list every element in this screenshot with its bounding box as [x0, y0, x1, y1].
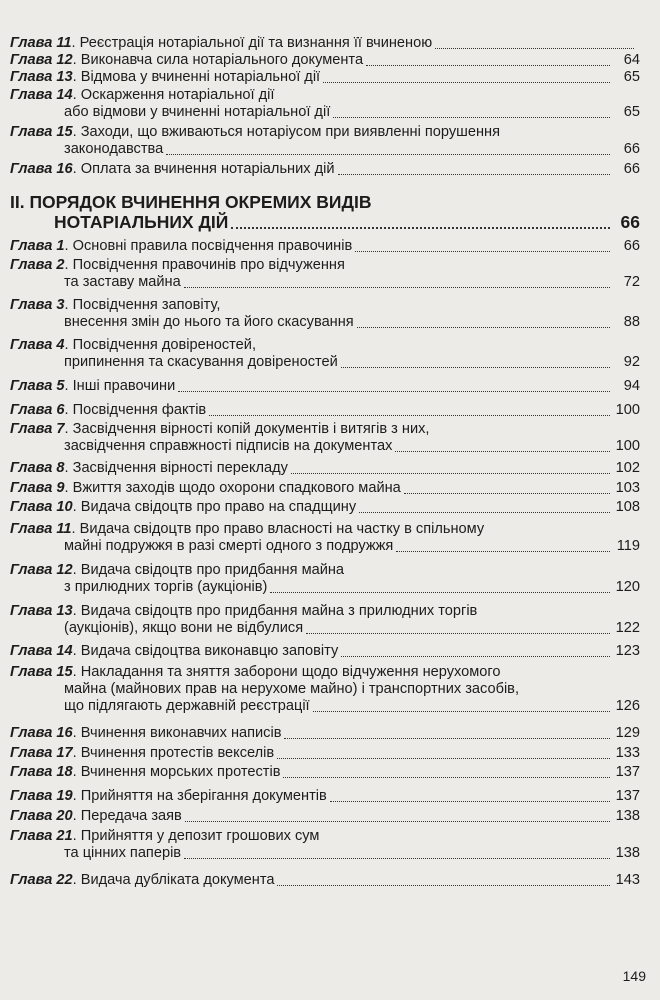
toc-entry-line — [10, 845, 640, 862]
dot-leader — [313, 711, 610, 712]
dot-leader — [355, 251, 610, 252]
page-ref: 126 — [615, 698, 640, 714]
toc-entry-line — [10, 52, 640, 69]
page-ref: 119 — [616, 538, 640, 554]
dot-leader — [338, 174, 611, 175]
page-ref: 137 — [615, 764, 640, 780]
page-ref: 88 — [623, 314, 640, 330]
chapter-label: Глава 13 — [10, 603, 73, 619]
chapter-label: Глава 22 — [10, 872, 73, 888]
toc-entry-line — [10, 87, 640, 104]
dot-leader — [395, 451, 610, 452]
dot-leader — [306, 633, 610, 634]
toc-entry — [10, 745, 640, 762]
toc-entry — [10, 664, 640, 715]
toc-entry — [10, 460, 640, 477]
toc-entry — [10, 69, 640, 86]
chapter-label: Глава 7 — [10, 421, 65, 437]
chapter-title-text: . Відмова у вчиненні нотаріальної дії — [72, 69, 321, 85]
page-ref: 66 — [623, 141, 640, 157]
toc-entry-line — [10, 620, 640, 637]
toc-entry-line — [10, 579, 640, 596]
chapter-title-text: . Вжиття заходів щодо охорони спадкового майна — [64, 480, 401, 496]
page-ref: 92 — [623, 354, 640, 370]
chapter-label: Глава 5 — [10, 378, 65, 394]
chapter-title-text: . Посвідчення фактів — [64, 402, 207, 418]
page-ref: 94 — [623, 378, 640, 394]
toc-entry-line — [10, 562, 640, 579]
chapter-label: Глава 10 — [10, 499, 73, 515]
chapter-label: Глава 8 — [10, 460, 65, 476]
toc-entry — [10, 297, 640, 331]
toc-entry — [10, 808, 640, 825]
chapter-label: Глава 3 — [10, 297, 65, 313]
toc-entry — [10, 124, 640, 158]
dot-leader — [291, 473, 610, 474]
section-heading — [10, 192, 640, 232]
dot-leader — [209, 415, 610, 416]
chapter-label: Глава 4 — [10, 337, 65, 353]
dot-leader — [359, 512, 610, 513]
toc-entry-line — [10, 521, 640, 538]
toc-entry — [10, 603, 640, 637]
toc-entry — [10, 725, 640, 742]
dot-leader — [323, 82, 610, 83]
toc-entry-line — [10, 745, 640, 762]
chapter-label: Глава 14 — [10, 643, 73, 659]
toc-entry — [10, 562, 640, 596]
dot-leader — [283, 777, 610, 778]
chapter-label: Глава 11 — [10, 521, 72, 537]
toc-entry-line — [10, 764, 640, 781]
dot-leader — [184, 858, 610, 859]
chapter-label: Глава 20 — [10, 808, 73, 824]
chapter-title-text: . Засвідчення вірності перекладу — [64, 460, 288, 476]
toc-entry-line — [10, 725, 640, 742]
toc-entry-line — [10, 872, 640, 889]
chapter-title-text: внесення змін до нього та його скасування — [64, 314, 354, 330]
page-ref: 102 — [615, 460, 640, 476]
dot-leader — [366, 65, 610, 66]
toc-entry-line — [10, 664, 640, 681]
chapter-title-text: або відмови у вчиненні нотаріальної дії — [64, 104, 331, 120]
toc-entry-line — [10, 402, 640, 419]
chapter-label: Глава 12 — [10, 52, 73, 68]
toc-entry — [10, 238, 640, 255]
chapter-title-text: майна (майнових прав на нерухоме майно) і транспортних засобів, — [64, 681, 519, 697]
chapter-title-text: припинення та скасування довіреностей — [64, 354, 338, 370]
toc-entry-line — [10, 643, 640, 660]
chapter-title-text: . Видача свідоцтв про придбання майна з прилюдних торгів — [72, 603, 478, 619]
page-ref: 66 — [623, 238, 640, 254]
toc-entry-line — [10, 421, 640, 438]
page-ref: 100 — [615, 402, 640, 418]
dot-leader — [341, 367, 610, 368]
chapter-label: Глава 17 — [10, 745, 73, 761]
chapter-title-text: (аукціонів), якщо вони не відбулися — [64, 620, 304, 636]
page-ref: 138 — [615, 845, 640, 861]
toc-entry — [10, 643, 640, 660]
toc-entry-line — [10, 460, 640, 477]
chapter-title-text: майні подружжя в разі смерті одного з подружжя — [64, 538, 394, 554]
page-ref: 66 — [623, 161, 640, 177]
chapter-title-text: законодавства — [64, 141, 164, 157]
chapter-label: Глава 6 — [10, 402, 65, 418]
toc-entry-line — [10, 480, 640, 497]
chapter-title-text: . Посвідчення заповіту, — [64, 297, 221, 313]
toc-entry — [10, 521, 640, 555]
toc-entry-line — [10, 314, 640, 331]
chapter-title-text: . Накладання та зняття заборони щодо відчуження нерухомого — [72, 664, 501, 680]
dot-leader — [184, 287, 610, 288]
toc-entry-line — [10, 378, 640, 395]
chapter-label: Глава 19 — [10, 788, 73, 804]
page-ref: 138 — [615, 808, 640, 824]
toc-entry-line — [10, 681, 640, 698]
toc-entry — [10, 87, 640, 121]
chapter-title-text: з прилюдних торгів (аукціонів) — [64, 579, 268, 595]
page-ref: 120 — [615, 579, 640, 595]
toc-entry-line — [10, 828, 640, 845]
dot-leader — [341, 656, 610, 657]
toc-entry — [10, 499, 640, 516]
chapter-label: Глава 1 — [10, 238, 65, 254]
toc-entry-line — [10, 238, 640, 255]
dot-leader — [185, 821, 610, 822]
toc-entry-line — [10, 141, 640, 158]
section-title-line-2 — [10, 212, 640, 232]
chapter-label: Глава 18 — [10, 764, 73, 780]
page-ref: 123 — [615, 643, 640, 659]
chapter-title-text: . Видача свідоцтва виконавцю заповіту — [72, 643, 339, 659]
section-title-line-1: II. ПОРЯДОК ВЧИНЕННЯ ОКРЕМИХ ВИДІВ — [10, 192, 372, 212]
chapter-title-text: . Засвідчення вірності копій документів і витягів з них, — [64, 421, 430, 437]
page-number: 149 — [622, 968, 646, 984]
chapter-title-text: . Реєстрація нотаріальної дії та визнання її вчиненою — [71, 35, 433, 51]
toc-entry-line — [10, 788, 640, 805]
toc-entry — [10, 35, 640, 52]
toc-entry — [10, 257, 640, 291]
chapter-title-text: та цінних паперів — [64, 845, 182, 861]
toc-entry-line — [10, 337, 640, 354]
chapter-label: Глава 16 — [10, 161, 73, 177]
toc-entry — [10, 402, 640, 419]
toc-entry — [10, 378, 640, 395]
page-ref: 64 — [623, 52, 640, 68]
chapter-title-text: . Прийняття на зберігання документів — [72, 788, 327, 804]
chapter-label: Глава 9 — [10, 480, 65, 496]
toc-entry-line — [10, 104, 640, 121]
toc-entry-line — [10, 297, 640, 314]
page-ref: 137 — [615, 788, 640, 804]
chapter-title-text: . Посвідчення довіреностей, — [64, 337, 257, 353]
toc-entry-line — [10, 35, 640, 52]
toc-entry-line — [10, 603, 640, 620]
chapter-title-text: та заставу майна — [64, 274, 181, 290]
page-ref: 129 — [615, 725, 640, 741]
chapter-label: Глава 13 — [10, 69, 73, 85]
page-ref: 103 — [615, 480, 640, 496]
chapter-title-text: . Інші правочини — [64, 378, 176, 394]
chapter-label: Глава 21 — [10, 828, 73, 844]
chapter-label: Глава 11 — [10, 35, 72, 51]
toc-entry — [10, 788, 640, 805]
toc-entry — [10, 828, 640, 862]
toc-entry-line — [10, 499, 640, 516]
chapter-title-text: . Вчинення морських протестів — [72, 764, 281, 780]
chapter-label: Глава 14 — [10, 87, 73, 103]
page-ref: 133 — [615, 745, 640, 761]
chapter-title-text: . Видача свідоцтв про право на спадщину — [72, 499, 357, 515]
chapter-title-text: . Передача заяв — [72, 808, 182, 824]
toc-entry-line — [10, 438, 640, 455]
chapter-label: Глава 12 — [10, 562, 73, 578]
dot-leader — [404, 493, 610, 494]
toc-entry — [10, 480, 640, 497]
dot-leader — [284, 738, 610, 739]
chapter-title-text: . Виконавча сила нотаріального документа — [72, 52, 364, 68]
toc-entry-line — [10, 274, 640, 291]
page-ref: 108 — [615, 499, 640, 515]
chapter-title-text: . Оплата за вчинення нотаріальних дій — [72, 161, 335, 177]
page-ref: 72 — [623, 274, 640, 290]
chapter-title-text: засвідчення справжності підписів на документах — [64, 438, 393, 454]
dot-leader — [330, 801, 610, 802]
chapter-title-text: . Заходи, що вживаються нотаріусом при виявленні порушення — [72, 124, 501, 140]
toc-entry-line — [10, 124, 640, 141]
chapter-title-text: . Вчинення виконавчих написів — [72, 725, 282, 741]
dot-leader — [435, 48, 634, 49]
toc-entry — [10, 872, 640, 889]
page-ref: 122 — [615, 620, 640, 636]
dot-leader — [333, 117, 610, 118]
toc-entry-line — [10, 69, 640, 86]
dot-leader — [396, 551, 610, 552]
chapter-title-text: . Оскарження нотаріальної дії — [72, 87, 275, 103]
dot-leader — [270, 592, 610, 593]
toc-entry — [10, 52, 640, 69]
dot-leader — [277, 758, 610, 759]
page-ref: 65 — [623, 69, 640, 85]
page-ref: 143 — [615, 872, 640, 888]
section-title-line-2-text: НОТАРІАЛЬНИХ ДІЙ — [54, 212, 229, 232]
chapter-title-text: . Вчинення протестів векселів — [72, 745, 275, 761]
chapter-label: Глава 2 — [10, 257, 65, 273]
toc-entry — [10, 421, 640, 455]
chapter-title-text: . Видача свідоцтв про право власності на частку в спільному — [71, 521, 485, 537]
chapter-title-text: . Посвідчення правочинів про відчуження — [64, 257, 345, 273]
page-ref: 65 — [623, 104, 640, 120]
toc-entry — [10, 337, 640, 371]
chapter-title-text: . Видача дубліката документа — [72, 872, 275, 888]
toc-entry-line — [10, 161, 640, 178]
toc-entry-line — [10, 698, 640, 715]
chapter-label: Глава 16 — [10, 725, 73, 741]
chapter-title-text: . Прийняття у депозит грошових сум — [72, 828, 320, 844]
chapter-title-text: . Видача свідоцтв про придбання майна — [72, 562, 345, 578]
section-page: 66 — [620, 212, 640, 232]
toc-entry-line — [10, 257, 640, 274]
dot-leader — [178, 391, 610, 392]
chapter-label: Глава 15 — [10, 124, 73, 140]
dot-leader — [357, 327, 610, 328]
toc-entry — [10, 764, 640, 781]
toc-entry-line — [10, 538, 640, 555]
toc-entry-line — [10, 808, 640, 825]
dot-leader — [166, 154, 610, 155]
toc-entry-line — [10, 354, 640, 371]
chapter-label: Глава 15 — [10, 664, 73, 680]
toc-entry — [10, 161, 640, 178]
dot-leader — [277, 885, 610, 886]
chapter-title-text: що підлягають державній реєстрації — [64, 698, 310, 714]
section-leader — [231, 227, 610, 229]
page-ref: 100 — [615, 438, 640, 454]
chapter-title-text: . Основні правила посвідчення правочинів — [64, 238, 353, 254]
